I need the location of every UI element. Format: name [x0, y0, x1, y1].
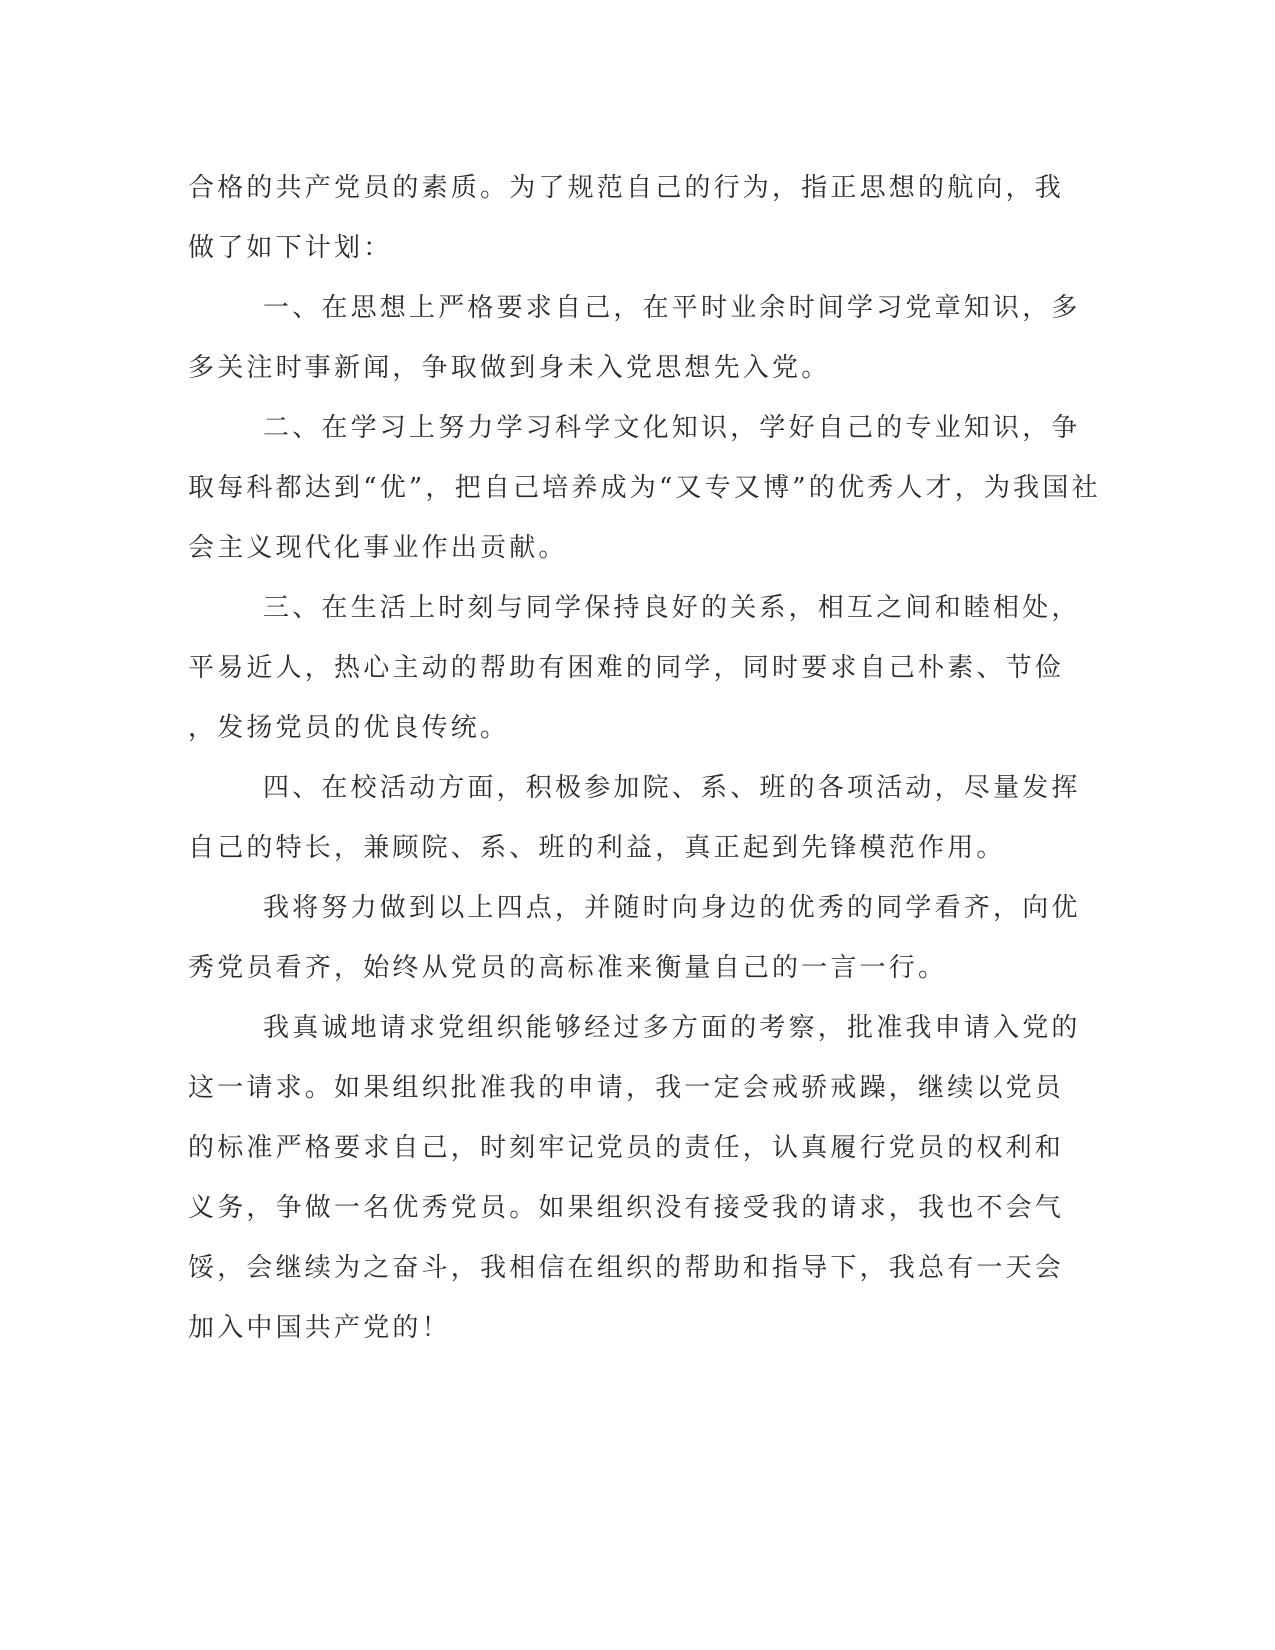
text-line: 会主义现代化事业作出贡献。	[188, 533, 568, 563]
text-line: 三、在生活上时刻与同学保持良好的关系，相互之间和睦相处，	[263, 593, 1081, 623]
text-line: 自己的特长，兼顾院、系、班的利益，真正起到先锋模范作用。	[188, 833, 1006, 863]
text-line: 平易近人，热心主动的帮助有困难的同学，同时要求自己朴素、节俭	[188, 653, 1065, 683]
text-line: 加入中国共产党的！	[188, 1313, 451, 1343]
text-line: 二、在学习上努力学习科学文化知识，学好自己的专业知识，争	[263, 413, 1081, 443]
text-line: 这一请求。如果组织批准我的申请，我一定会戒骄戒躁，继续以党员	[188, 1073, 1065, 1103]
document-body	[188, 158, 1101, 1358]
text-line: 四、在校活动方面，积极参加院、系、班的各项活动，尽量发挥	[263, 773, 1081, 803]
text-line: 多关注时事新闻，争取做到身未入党思想先入党。	[188, 353, 831, 383]
text-line: 义务，争做一名优秀党员。如果组织没有接受我的请求，我也不会气	[188, 1193, 1065, 1223]
text-line: 我真诚地请求党组织能够经过多方面的考察，批准我申请入党的	[263, 1013, 1081, 1043]
text-line: 的标准严格要求自己，时刻牢记党员的责任，认真履行党员的权利和	[188, 1133, 1065, 1163]
text-line: 一、在思想上严格要求自己，在平时业余时间学习党章知识，多	[263, 293, 1081, 323]
text-line: 取每科都达到“优”，把自己培养成为“又专又博”的优秀人才，为我国社	[188, 473, 1101, 503]
text-line: 秀党员看齐，始终从党员的高标准来衡量自己的一言一行。	[188, 953, 948, 983]
text-line: 合格的共产党员的素质。为了规范自己的行为，指正思想的航向，我	[188, 173, 1065, 203]
text-line: 馁，会继续为之奋斗，我相信在组织的帮助和指导下，我总有一天会	[188, 1253, 1065, 1283]
text-line: ，发扬党员的优良传统。	[188, 713, 510, 743]
text-line: 做了如下计划：	[188, 233, 393, 263]
text-line: 我将努力做到以上四点，并随时向身边的优秀的同学看齐，向优	[263, 893, 1081, 923]
